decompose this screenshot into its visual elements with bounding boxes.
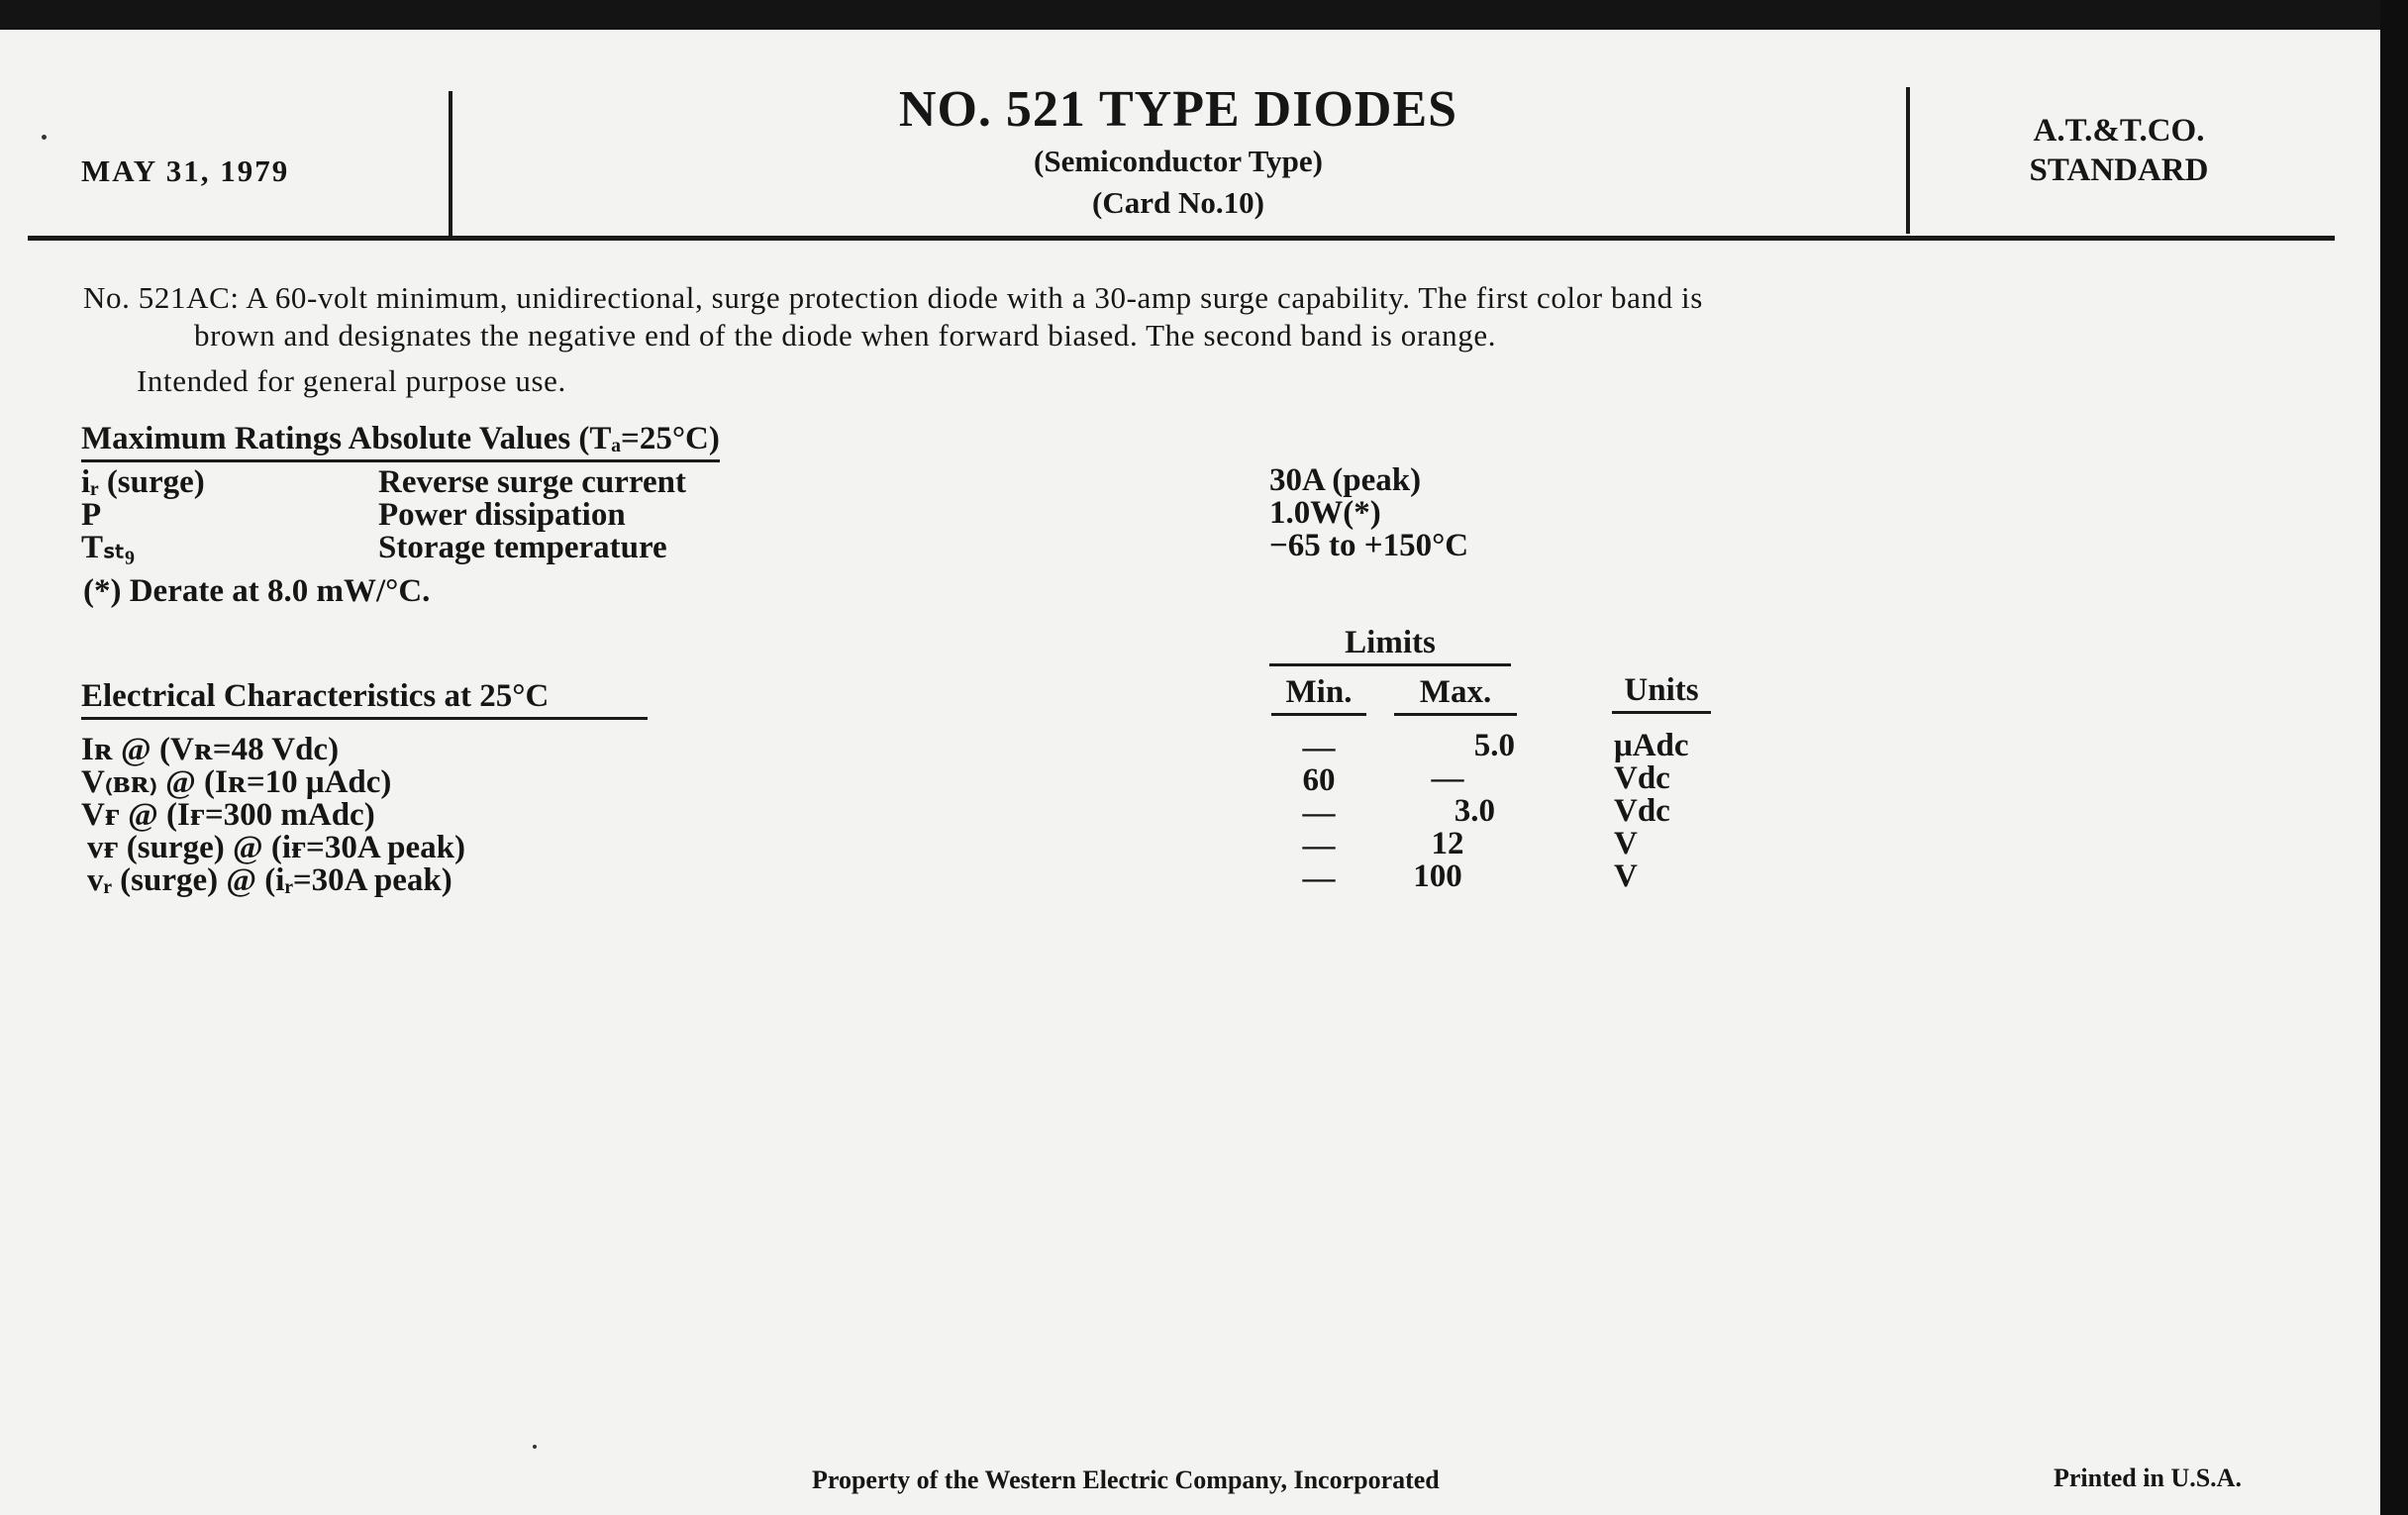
rating-value: 30A (peak) (1269, 462, 1422, 498)
issue-date: MAY 31, 1979 (81, 153, 290, 188)
rating-symbol: Tₛₜ₉ (81, 530, 135, 565)
min-value: — (1302, 730, 1336, 765)
rating-symbol: P (81, 497, 102, 533)
param-label: vғ (surge) @ (iғ=30A peak) (87, 830, 465, 865)
title-block (465, 79, 1891, 224)
standard-line-2: STANDARD (2029, 152, 2209, 188)
min-value: 60 (1302, 762, 1336, 798)
punch-mark (533, 1445, 537, 1449)
max-value: 5.0 (1473, 728, 1515, 763)
limits-header (1269, 624, 1511, 666)
page-title: NO. 521 TYPE DIODES (898, 81, 1458, 138)
standard-label (1921, 111, 2317, 190)
electrical-title: Electrical Characteristics at 25°C (81, 677, 648, 720)
param-label: vᵣ (surge) @ (iᵣ=30A peak) (87, 862, 452, 898)
rating-name: Power dissipation (378, 497, 626, 533)
units-value: Vdc (1614, 793, 1670, 829)
description (83, 279, 2281, 400)
description-line-2: brown and designates the negative end of the diode when forward biased. The second band is orange. (194, 318, 1497, 353)
max-value: — (1431, 760, 1464, 796)
min-value: — (1302, 828, 1336, 863)
rating-footnote: (*) Derate at 8.0 mW/°C. (83, 573, 431, 609)
footer-property: Property of the Western Electric Company, Incorporated (812, 1465, 1440, 1494)
header-divider-left (449, 91, 452, 238)
min-value: — (1302, 860, 1336, 896)
max-value: 100 (1413, 858, 1462, 894)
footer-printed: Printed in U.S.A. (2054, 1464, 2242, 1492)
rating-symbol: iᵣ (surge) (81, 464, 205, 500)
rating-name: Reverse surge current (378, 464, 686, 500)
rating-value: 1.0W(*) (1269, 495, 1381, 531)
units-value: V (1614, 858, 1638, 894)
units-value: Vdc (1614, 760, 1670, 796)
min-value: — (1302, 795, 1336, 831)
limits-label: Limits (1345, 625, 1436, 660)
param-label: Vғ @ (Iғ=300 mAdc) (81, 797, 375, 833)
description-line-3: Intended for general purpose use. (137, 363, 566, 398)
header-divider-right (1906, 87, 1910, 234)
max-value: 3.0 (1454, 793, 1495, 829)
page-subtitle: (Semiconductor Type) (1034, 144, 1323, 178)
min-header: Min. (1271, 673, 1366, 716)
rating-value: −65 to +150°C (1269, 528, 1469, 563)
card-number: (Card No.10) (1092, 185, 1264, 220)
max-header: Max. (1394, 673, 1517, 716)
units-value: μAdc (1614, 728, 1689, 763)
description-line-1: No. 521AC: A 60-volt minimum, unidirectional, surge protection diode with a 30-amp surge capability. The first color band is (83, 280, 1703, 315)
header-rule (28, 236, 2335, 241)
standard-line-1: A.T.&T.CO. (2033, 113, 2205, 149)
param-label: Iʀ @ (Vʀ=48 Vdc) (81, 732, 340, 767)
units-header: Units (1612, 671, 1711, 714)
rating-name: Storage temperature (378, 530, 667, 565)
punch-mark (42, 135, 47, 140)
card-edge-shadow (2380, 0, 2408, 1515)
max-value: 12 (1431, 826, 1464, 861)
units-value: V (1614, 826, 1638, 861)
max-ratings-title: Maximum Ratings Absolute Values (Tₐ=25°C) (81, 420, 720, 462)
param-label: V₍ʙʀ₎ @ (Iʀ=10 μAdc) (81, 764, 392, 800)
